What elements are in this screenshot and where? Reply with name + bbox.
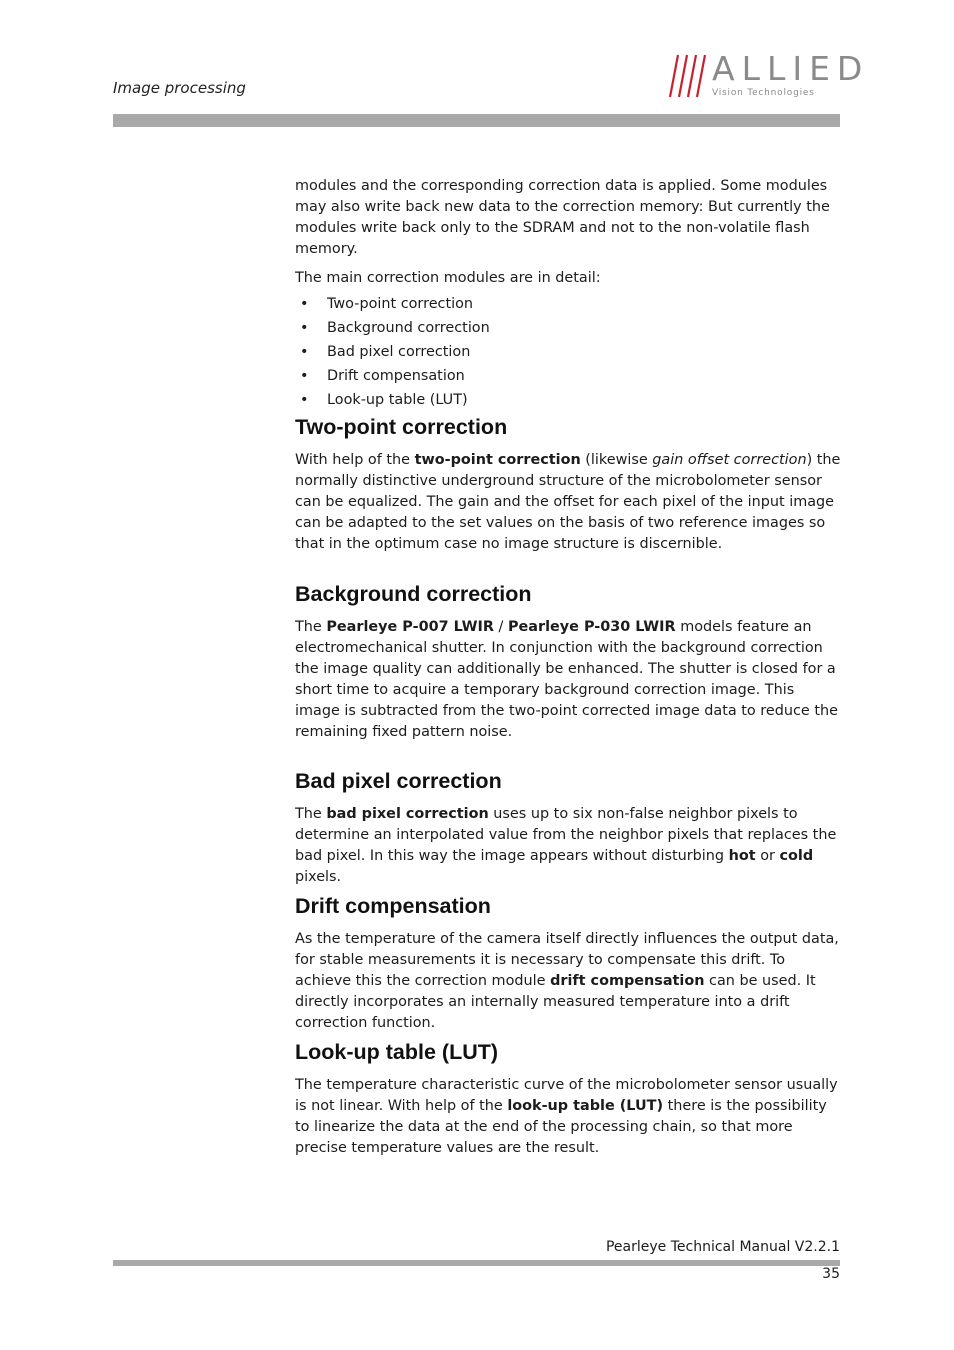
running-header-title: Image processing [113, 79, 246, 97]
list-item: • Background correction [295, 316, 843, 340]
allied-logo [668, 49, 870, 101]
section-heading: Two-point correction [295, 415, 508, 439]
section-heading: Drift compensation [295, 894, 491, 918]
section-background-correction [295, 581, 843, 743]
section-two-point-correction [295, 414, 843, 555]
page-body [295, 176, 843, 1156]
section-paragraph: The Pearleye P-007 LWIR / Pearleye P-030 LWIR models feature an electromechanical shutter. In conjunction with the background correction the image quality can additionally be enhanced. The shutter is closed for a short time to acquire a temporary background correction image. This image is subtracted from the two-point corrected image data to reduce the remaining fixed pattern noise. [295, 619, 838, 740]
section-heading: Look-up table (LUT) [295, 1040, 499, 1064]
header-divider-bar [113, 114, 840, 127]
logo-slashes-icon [668, 53, 712, 99]
footer-divider-bar [113, 1260, 840, 1266]
page-number: 35 [822, 1266, 840, 1282]
list-item: • Drift compensation [295, 364, 843, 388]
section-paragraph: With help of the two-point correction (likewise gain offset correction) the normally distinctive underground structure of the microbolometer sensor can be equalized. The gain and the offset for each pixel of the input image can be adapted to the set values on the basis of two reference images so that in the optimum case no image structure is discernible. [295, 452, 841, 552]
section-drift-compensation [295, 893, 843, 1034]
section-heading: Bad pixel correction [295, 769, 502, 793]
section-paragraph: As the temperature of the camera itself directly influences the output data, for stable measurements it is necessary to compensate this drift. To achieve this the correction module drift compensation can be used. It directly incorporates an internally measured temperature into a drift correction function. [295, 931, 839, 1031]
section-paragraph: The bad pixel correction uses up to six non-false neighbor pixels to determine an interpolated value from the neighbor pixels that replaces the bad pixel. In this way the image appears without disturbing hot or cold pixels. [295, 806, 837, 885]
intro-paragraph: modules and the corresponding correction data is applied. Some modules may also write back new data to the correction memory: But currently the modules write back only to the SDRAM and not to the non-volatile flash memory. [295, 178, 830, 257]
section-look-up-table [295, 1039, 843, 1159]
list-item: • Bad pixel correction [295, 340, 843, 364]
section-heading: Background correction [295, 582, 532, 606]
section-paragraph: The temperature characteristic curve of the microbolometer sensor usually is not linear. With help of the look-up table (LUT) there is the possibility to linearize the data at the end of the processing chain, so that more precise temperature values are the result. [295, 1077, 838, 1156]
list-item: • Look-up table (LUT) [295, 388, 843, 412]
correction-modules-list [295, 292, 843, 412]
intro-lead: The main correction modules are in detail: [295, 270, 601, 286]
section-bad-pixel-correction [295, 768, 843, 888]
footer-manual-title: Pearleye Technical Manual V2.2.1 [605, 1239, 840, 1255]
logo-wordmark: ALLIED [712, 49, 870, 88]
logo-tagline: Vision Technologies [712, 88, 815, 98]
list-item: • Two-point correction [295, 292, 843, 316]
